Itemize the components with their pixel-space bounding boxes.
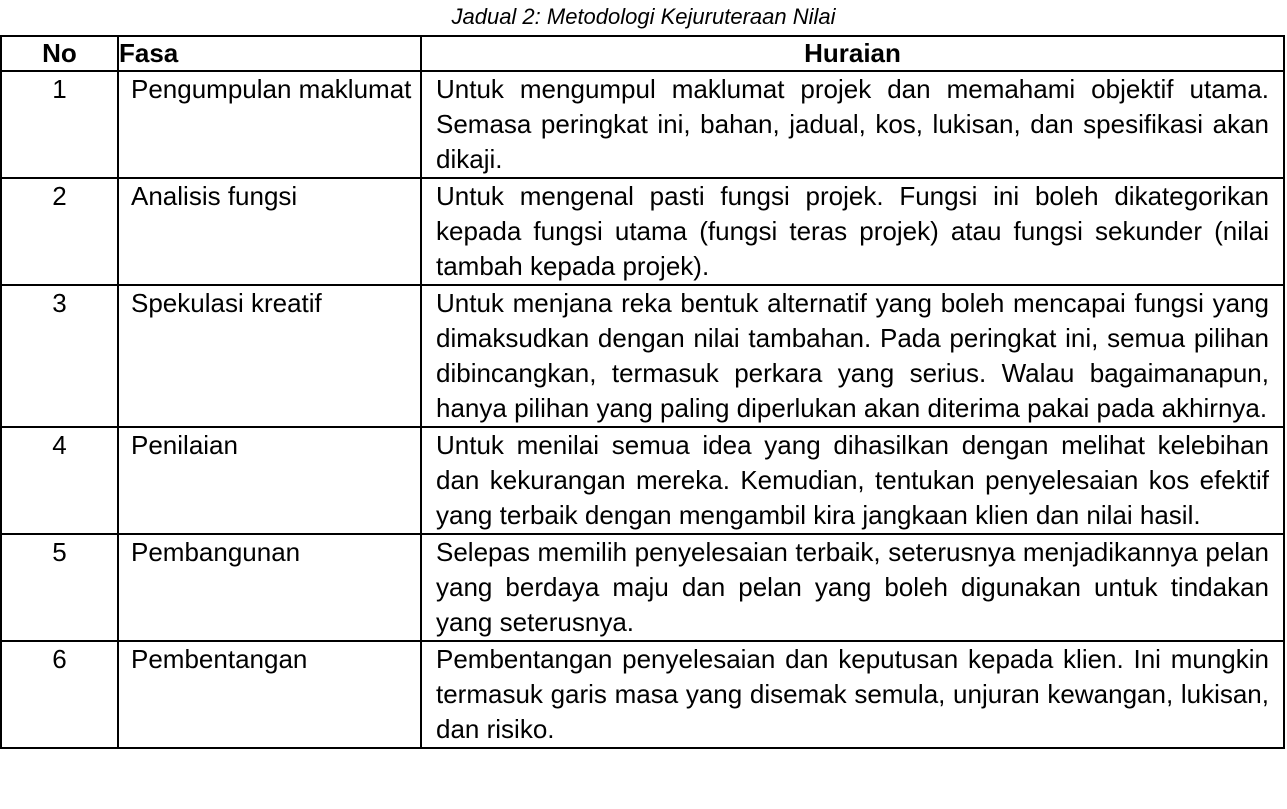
row-description: Untuk menjana reka bentuk alternatif yang boleh mencapai fungsi yang dimaksudkan dengan nilai tambahan. Pada peringkat ini, semua pilihan dibincangkan, termasuk perkara yang serius. Walau bagaimanapun, hanya pilihan yang paling diperlukan akan diterima pakai pada akhirnya.: [421, 285, 1284, 427]
table-row: [1, 71, 1284, 178]
row-phase: Spekulasi kreatif: [118, 285, 421, 427]
row-phase: Pengumpulan maklumat: [118, 71, 421, 178]
row-description: Untuk mengenal pasti fungsi projek. Fungsi ini boleh dikategorikan kepada fungsi utama (fungsi teras projek) atau fungsi sekunder (nilai tambah kepada projek).: [421, 178, 1284, 285]
row-number: 3: [1, 285, 118, 427]
row-number: 4: [1, 427, 118, 534]
row-number: 1: [1, 71, 118, 178]
row-phase: Analisis fungsi: [118, 178, 421, 285]
row-number: 2: [1, 178, 118, 285]
table-row: [1, 641, 1284, 748]
header-fasa: Fasa: [118, 36, 421, 71]
row-number: 6: [1, 641, 118, 748]
header-huraian: Huraian: [421, 36, 1284, 71]
row-phase: Pembentangan: [118, 641, 421, 748]
row-description: Pembentangan penyelesaian dan keputusan kepada klien. Ini mungkin termasuk garis masa yang disemak semula, unjuran kewangan, lukisan, dan risiko.: [421, 641, 1284, 748]
table-row: [1, 427, 1284, 534]
header-no: No: [1, 36, 118, 71]
row-description: Selepas memilih penyelesaian terbaik, seterusnya menjadikannya pelan yang berdaya maju dan pelan yang boleh digunakan untuk tindakan yang seterusnya.: [421, 534, 1284, 641]
row-description: Untuk menilai semua idea yang dihasilkan dengan melihat kelebihan dan kekurangan mereka. Kemudian, tentukan penyelesaian kos efektif yang terbaik dengan mengambil kira jangkaan klien dan nilai hasil.: [421, 427, 1284, 534]
table-row: [1, 285, 1284, 427]
methodology-table: [0, 35, 1285, 749]
table-caption: Jadual 2: Metodologi Kejuruteraan Nilai: [451, 4, 836, 29]
table-row: [1, 178, 1284, 285]
row-phase: Pembangunan: [118, 534, 421, 641]
row-phase: Penilaian: [118, 427, 421, 534]
row-number: 5: [1, 534, 118, 641]
table-row: [1, 534, 1284, 641]
row-description: Untuk mengumpul maklumat projek dan memahami objektif utama. Semasa peringkat ini, bahan, jadual, kos, lukisan, dan spesifikasi akan dikaji.: [421, 71, 1284, 178]
header-row: [1, 36, 1284, 71]
